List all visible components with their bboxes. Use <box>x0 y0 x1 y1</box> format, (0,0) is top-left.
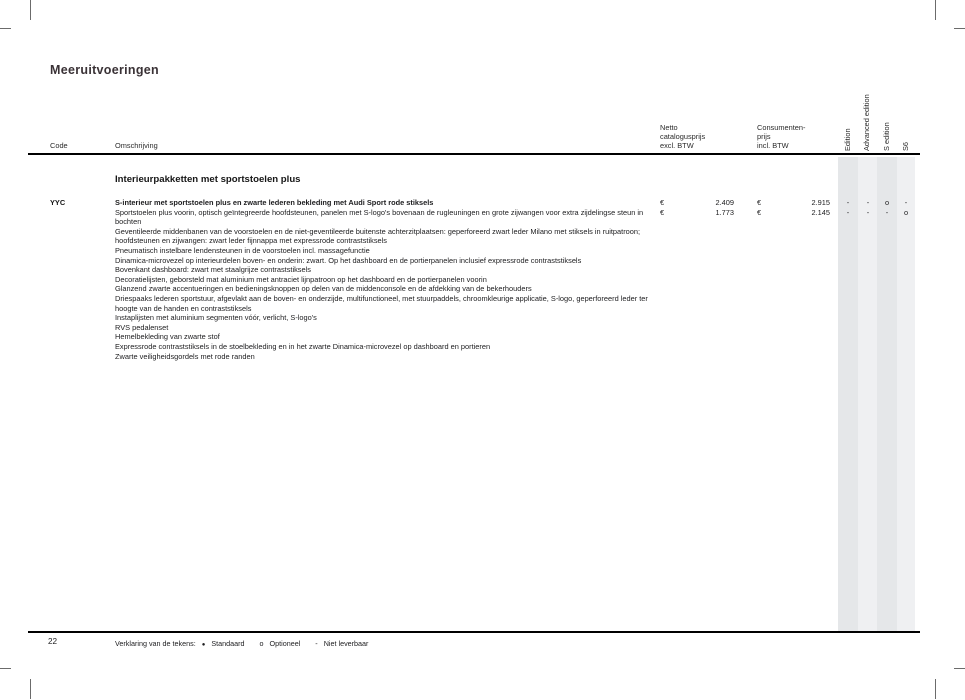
euro-sign: € <box>757 198 762 207</box>
availability-edition: - <box>846 207 850 217</box>
s6-column-band <box>897 157 915 631</box>
consumer-price-line: incl. BTW <box>757 141 789 150</box>
crop-mark-bottom-right-vertical <box>935 679 936 699</box>
section-title: Interieurpakketten met sportstoelen plus <box>115 174 301 185</box>
crop-mark-bottom-left-horizontal <box>0 668 11 669</box>
column-header-advanced-edition: Advanced edition <box>862 94 871 151</box>
option-title: S-interieur met sportstoelen plus en zwarte lederen bekleding met Audi Sport rode stiksels <box>115 198 434 207</box>
edition-column-band <box>838 157 858 631</box>
option-code: YYC <box>50 198 66 207</box>
option-detail-line: Dinamica-microvezel op interieurdelen boven- en onderin: zwart. Op het dashboard en de portierpanelen inclusief expressrode contraststiksels <box>115 255 582 265</box>
column-header-description: Omschrijving <box>115 141 158 150</box>
crop-mark-top-left-vertical <box>30 0 31 20</box>
consumer-price-line: Consumenten- <box>757 123 806 132</box>
option-detail-line: Expressrode contraststiksels in de stoelbekleding en in het zwarte Dinamica-microvezel op dashboard en portieren <box>115 341 491 351</box>
crop-mark-top-left-horizontal <box>0 28 11 29</box>
symbols-legend <box>115 639 372 648</box>
legend-item-label: Niet leverbaar <box>323 639 369 648</box>
column-header-consumer-price <box>757 123 805 150</box>
legend-item-label: Optioneel <box>269 639 301 648</box>
net-price-line: excl. BTW <box>660 141 694 150</box>
option-detail-line: Hemelbekleding van zwarte stof <box>115 332 220 342</box>
net-price-value: 1.773 <box>715 207 734 217</box>
net-price-line: Netto <box>660 123 678 132</box>
availability-advanced-edition: - <box>866 207 870 217</box>
page-title: Meeruitvoeringen <box>50 63 159 77</box>
option-detail-line: Sportstoelen plus voorin, optisch geïntegreerde hoofdsteunen, panelen met S-logo's bovenaan de rugleuningen en grote zijwangen voor extra zijdelingse steun in bochten <box>115 207 644 227</box>
option-detail-line: Glanzend zwarte accentueringen en bedieningsknoppen op delen van de middenconsole en de afdekking van de bekerhouders <box>115 284 532 294</box>
availability-edition: - <box>846 198 850 207</box>
legend-item-standard <box>202 639 249 648</box>
column-header-s-edition: S edition <box>882 122 891 151</box>
crop-mark-bottom-left-vertical <box>30 679 31 699</box>
net-price-line: catalogusprijs <box>660 132 706 141</box>
column-header-code: Code <box>50 141 68 150</box>
option-detail-line: Bovenkant dashboard: zwart met staalgrijze contraststiksels <box>115 265 311 275</box>
legend-item-not-available <box>315 639 372 648</box>
option-detail-line: Decoratielijsten, geborsteld mat aluminium met antraciet lijnpatroon op het dashboard en de portierpanelen voorin <box>115 274 487 284</box>
table-header-rule <box>28 153 920 155</box>
legend-label: Verklaring van de tekens: <box>115 639 196 648</box>
not-available-symbol: - <box>315 639 318 648</box>
euro-sign: € <box>757 207 762 217</box>
standard-bullet-icon: ● <box>201 641 206 648</box>
column-header-edition: Edition <box>843 128 852 151</box>
optional-symbol: o <box>259 639 264 648</box>
availability-s6: o <box>903 207 909 217</box>
consumer-price-line: prijs <box>757 132 771 141</box>
legend-item-optional <box>260 639 305 648</box>
availability-s-edition: o <box>884 198 890 207</box>
option-detail-line: Driespaaks lederen sportstuur, afgevlakt aan de boven- en onderzijde, multifunctioneel, met stuurpaddels, chroomkleurige applicatie, S-logo, geperforeerd leder ter hoogte van de handen en contraststiksels <box>115 293 648 313</box>
crop-mark-top-right-vertical <box>935 0 936 20</box>
availability-advanced-edition: - <box>866 198 870 207</box>
option-description <box>115 198 652 361</box>
column-header-net-price <box>660 123 705 150</box>
option-detail-line: Zwarte veiligheidsgordels met rode randen <box>115 351 255 361</box>
option-detail-line: RVS pedalenset <box>115 322 169 332</box>
net-price-value: 2.409 <box>715 198 734 207</box>
crop-mark-top-right-horizontal <box>954 28 965 29</box>
footer-rule <box>28 631 920 633</box>
euro-sign: € <box>660 207 665 217</box>
option-detail-line: Instaplijsten met aluminium segmenten vóór, verlicht, S-logo's <box>115 313 317 323</box>
s-edition-column-band <box>877 157 897 631</box>
column-header-s6: S6 <box>901 141 910 151</box>
consumer-price-value: 2.915 <box>811 198 830 207</box>
consumer-price-value: 2.145 <box>811 207 830 217</box>
legend-item-label: Standaard <box>211 639 245 648</box>
option-detail-line: Pneumatisch instelbare lendensteunen in de voorstoelen incl. massagefunctie <box>115 245 370 255</box>
crop-mark-bottom-right-horizontal <box>954 668 965 669</box>
availability-s-edition: - <box>885 207 889 217</box>
advanced-edition-column-band <box>858 157 877 631</box>
option-detail-line: Geventileerde middenbanen van de voorstoelen en de niet-geventileerde buitenste achterzitplaatsen: geperforeerd zwart leder Milano met stiksels in ruitpatroon; hoofdsteunen en zijwangen: zwart leder fijnnappa met expressrode contraststiksels <box>115 226 641 246</box>
availability-s6: - <box>904 198 908 207</box>
euro-sign: € <box>660 198 665 207</box>
page-number: 22 <box>48 637 58 646</box>
